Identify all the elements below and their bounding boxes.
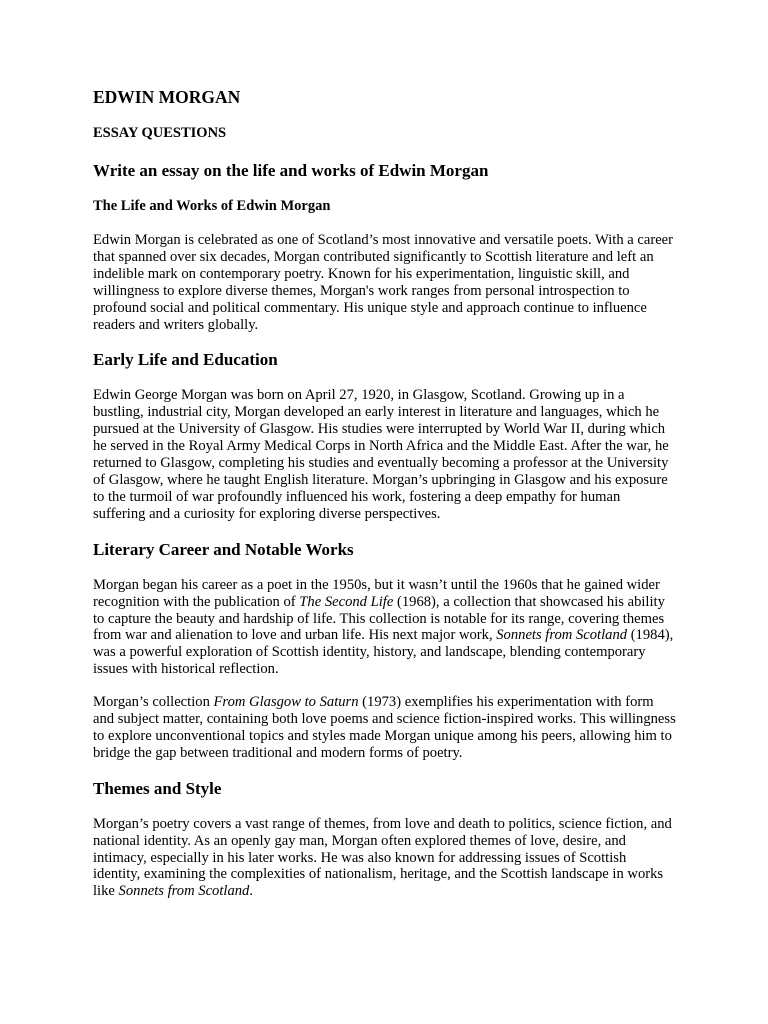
career-p1-text-a: Morgan began his career as a poet in the 1950s, but it wasn’t until the 1960s that he gained wider recognition with the publication of (93, 576, 660, 610)
career-p1-text-b: (1968), a collection that showcased his ability to capture the beauty and hardship of life. This collection is notable for its range, covering themes from war and alienation to love and urban life. His next major work, (93, 593, 665, 644)
document-title: EDWIN MORGAN (93, 87, 241, 107)
career-paragraph-1 (93, 577, 676, 678)
early-life-paragraph: Edwin George Morgan was born on April 27, 1920, in Glasgow, Scotland. Growing up in a bustling, industrial city, Morgan developed an early interest in literature and languages, which he pursued at the University of Glasgow. His studies were interrupted by World War II, during which he served in the Royal Army Medical Corps in North Africa and the Middle East. After the war, he returned to Glasgow, completing his studies and eventually becoming a professor at the University of Glasgow, where he taught English literature. Morgan’s upbringing in Glasgow and his exposure to the turmoil of war profoundly influenced his work, fostering a deep empathy for human suffering and a curiosity for exploring diverse perspectives. (93, 387, 669, 522)
themes-heading: Themes and Style (93, 778, 222, 798)
career-heading: Literary Career and Notable Works (93, 539, 354, 559)
work-title-from-glasgow-to-saturn: From Glasgow to Saturn (213, 694, 359, 711)
early-life-heading: Early Life and Education (93, 350, 278, 370)
essay-prompt: Write an essay on the life and works of Edwin Morgan (93, 161, 489, 180)
career-paragraph-2 (93, 694, 676, 762)
career-p2-text-a: Morgan’s collection (93, 694, 214, 711)
intro-heading: The Life and Works of Edwin Morgan (93, 198, 331, 214)
career-p1-text-c: (1984), was a powerful exploration of Scottish identity, history, and landscape, blending contemporary issues with historical reflection. (93, 627, 674, 678)
themes-paragraph (93, 816, 676, 901)
career-p2-text-b: (1973) exemplifies his experimentation with form and subject matter, containing both love poems and science fiction-inspired works. This willingness to explore unconventional topics and styles made Morgan unique among his peers, allowing him to bridge the gap between traditional and modern forms of poetry. (93, 694, 676, 761)
intro-paragraph: Edwin Morgan is celebrated as one of Scotland’s most innovative and versatile poets. With a career that spanned over six decades, Morgan contributed significantly to Scottish literature and left an indelible mark on contemporary poetry. Known for his experimentation, linguistic skill, and willingness to explore diverse themes, Morgan's work ranges from personal introspection to profound social and political commentary. His unique style and approach continue to influence readers and writers globally. (93, 232, 674, 333)
work-title-the-second-life: The Second Life (299, 593, 394, 610)
themes-text-b: . (249, 883, 253, 900)
work-title-sonnets-from-scotland: Sonnets from Scotland (496, 627, 628, 644)
document-subtitle: ESSAY QUESTIONS (93, 125, 227, 141)
work-title-sonnets-from-scotland-2: Sonnets from Scotland (118, 883, 250, 900)
themes-text-a: Morgan’s poetry covers a vast range of themes, from love and death to politics, science fiction, and national identity. As an openly gay man, Morgan often explored themes of love, desire, and intimacy, especially in his later works. He was also known for addressing issues of Scottish identity, examining the complexities of nationalism, heritage, and the Scottish landscape in works like (93, 815, 672, 900)
